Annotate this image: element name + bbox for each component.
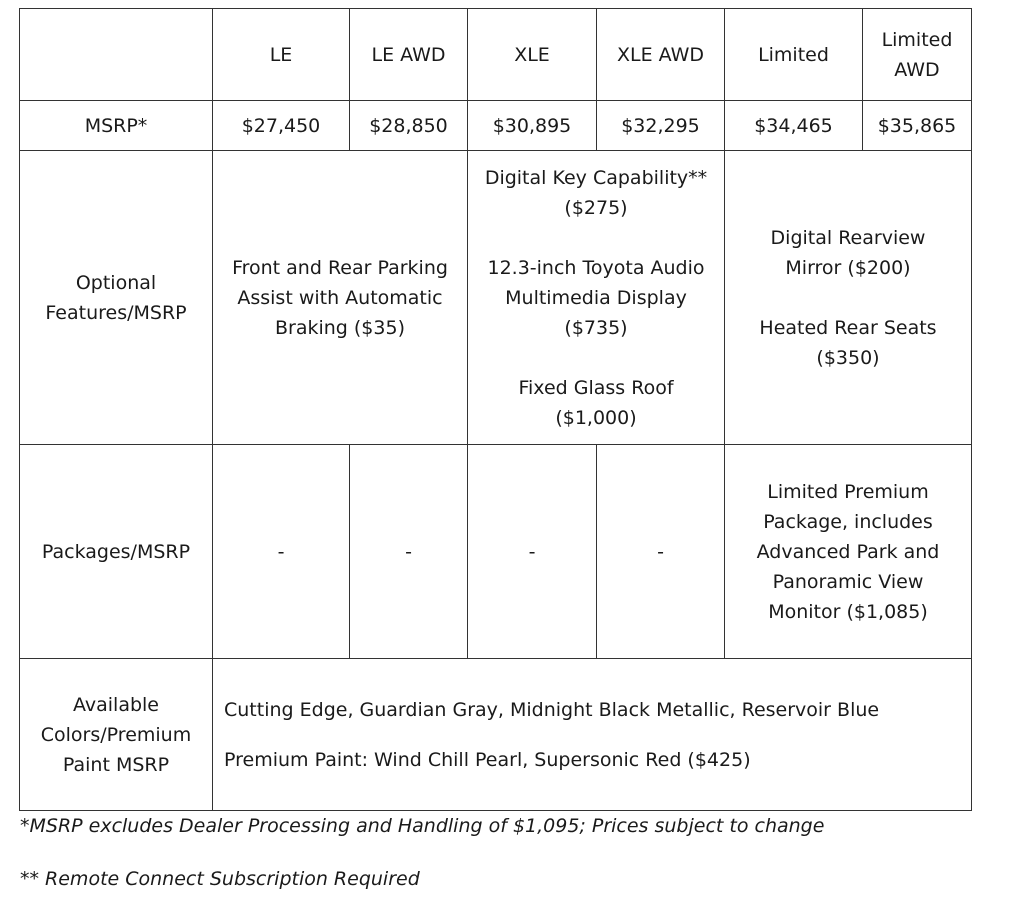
packages-xle: - [468,445,597,659]
packages-limited-group: Limited Premium Package, includes Advanced Park and Panoramic View Monitor ($1,085) [725,445,972,659]
premium-paint-text: Premium Paint: Wind Chill Pearl, Supersonic Red ($425) [224,748,751,771]
packages-label: Packages/MSRP [20,445,213,659]
header-xle: XLE [468,9,597,101]
optional-xle-group: Digital Key Capability** ($275) 12.3-inch Toyota Audio Multimedia Display ($735) Fixed Glass Roof ($1,000) [468,151,725,445]
colors-cell [213,659,972,811]
msrp-le: $27,450 [213,101,350,151]
packages-xle-awd: - [597,445,725,659]
header-xle-awd: XLE AWD [597,9,725,101]
optional-limited-group: Digital Rearview Mirror ($200) Heated Rear Seats ($350) [725,151,972,445]
header-row [20,9,972,101]
header-limited-awd: Limited AWD [863,9,972,101]
pricing-table [19,8,972,811]
optional-features-row [20,151,972,445]
header-limited: Limited [725,9,863,101]
msrp-row [20,101,972,151]
optional-features-label: Optional Features/MSRP [20,151,213,445]
available-colors-text: Cutting Edge, Guardian Gray, Midnight Black Metallic, Reservoir Blue [224,698,880,721]
msrp-limited: $34,465 [725,101,863,151]
packages-row [20,445,972,659]
msrp-xle-awd: $32,295 [597,101,725,151]
footnote-msrp: *MSRP excludes Dealer Processing and Handling of $1,095; Prices subject to change [20,815,825,837]
msrp-label: MSRP* [20,101,213,151]
footnote-remote-connect: ** Remote Connect Subscription Required [20,868,420,890]
packages-le: - [213,445,350,659]
colors-label: Available Colors/Premium Paint MSRP [20,659,213,811]
header-le: LE [213,9,350,101]
colors-row [20,659,972,811]
header-le-awd: LE AWD [350,9,468,101]
optional-le-group: Front and Rear Parking Assist with Automatic Braking ($35) [213,151,468,445]
header-blank-cell [20,9,213,101]
msrp-le-awd: $28,850 [350,101,468,151]
packages-le-awd: - [350,445,468,659]
msrp-limited-awd: $35,865 [863,101,972,151]
msrp-xle: $30,895 [468,101,597,151]
